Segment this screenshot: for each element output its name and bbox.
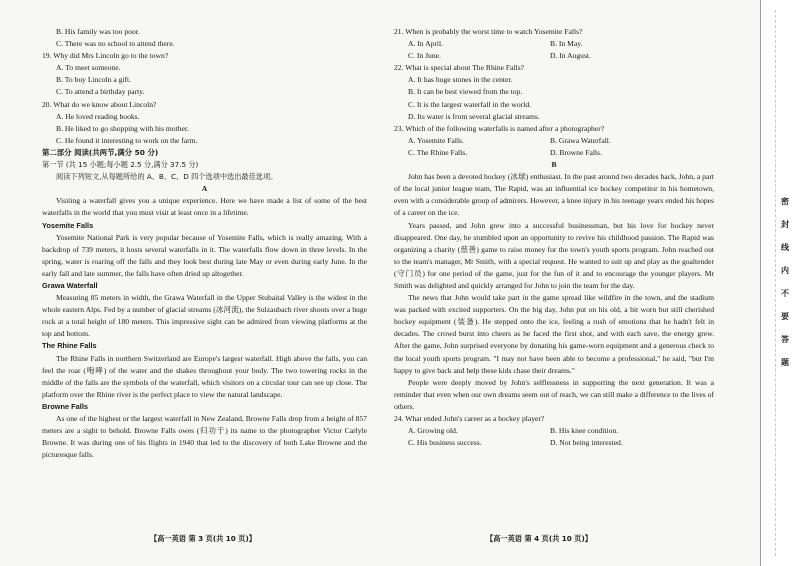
q20-option-c: C. He found it interesting to work on the farm. [56,135,198,145]
yosemite-paragraph: Yosemite National Park is very popular because of Yosemite Falls, which is really amazing. With a backdrop of 739 meters, it hosts several waterfalls in it. The waterfalls flow down in three levels. In the spring, water is roaring off the falls and they look best during late May or even during early June. In the early fall and late summer, the falls have often dried up altogether. [42,232,367,278]
passage-a-intro: Visiting a waterfall gives you a unique experience. Here we have made a list of some of the best waterfalls in the world that you must visit at least once in a lifetime. [42,196,367,218]
question-19: 19. Why did Mrs Lincoln go to the town? [42,51,169,61]
question-21: 21. When is probably the worst time to watch Yosemite Falls? [394,27,583,36]
grawa-heading: Grawa Waterfall [42,280,98,290]
seal-char: 线 [781,243,789,252]
q21-option-a: A. In April. [408,39,444,49]
q22-option-b: B. It can be best viewed from the top. [408,87,523,97]
q18-option-c: C. There was no school to attend there. [56,39,175,49]
seal-char: 不 [781,289,789,298]
q21-option-d: D. In August. [550,51,591,61]
seal-char: 答 [781,335,789,344]
question-20: 20. What do we know about Lincoln? [42,99,157,109]
yosemite-heading: Yosemite Falls [42,220,94,230]
part-two-heading: 第二部分 阅读(共两节,满分 50 分) [42,147,159,157]
q23-option-a: A. Yosemite Falls. [408,135,464,145]
left-page-footer: 【高一英语 第 3 页(共 10 页)】 [150,534,256,543]
q21-options-row-1 [394,38,714,50]
q24-option-b: B. His knee condition. [550,426,619,436]
q23-options-row-1 [394,135,714,147]
question-24: 24. What ended John's career as a hockey player? [394,414,545,423]
q24-option-c: C. His business success. [408,438,482,448]
right-page [394,26,714,449]
seal-line [775,10,776,556]
q20-option-a: A. He loved reading books. [56,111,140,121]
q20-option-b: B. He liked to go shopping with his mother. [56,123,189,133]
q23-option-b: B. Grawa Waterfall. [550,135,611,145]
passage-a-label: A [201,184,208,194]
passage-b-label: B [551,160,557,170]
browne-heading: Browne Falls [42,401,88,411]
seal-char: 封 [781,220,789,229]
passage-b-paragraph-1: John has been a devoted hockey (冰球) enthusiast. In the past around two decades back, John, a part of the local junior league team, The Rapid, was an influential ice hockey competitor in his hometown, even with a considerable group of admirers. However, a knee injury in his teenage years ended his hopes of a career on the ice. [394,172,714,218]
seal-char: 密 [781,197,789,206]
reading-instruction: 阅读下列短文,从每题所给的 A、B、C、D 四个选项中选出最佳选项。 [56,172,278,182]
seal-line-notice [781,195,793,379]
q19-option-b: B. To buy Lincoln a gift. [56,75,132,85]
right-page-footer: 【高一英语 第 4 页(共 10 页)】 [486,534,592,543]
passage-b-paragraph-2: Years passed, and John grew into a successful businessman, but his love for hockey never disappeared. One day, he stumbled upon an opportunity to revive his childhood passion. The Rapid was organizing a charity (慈善) game to raise money for the town's youth sports program. John reached out to the team's manager, Mr Smith, with a special request. He wanted to suit up and play as the goaltender (守门员) for one period of the game, just for the fun of it and to encourage the younger players. Mr Smith was delighted and quickly arranged for John to join the team for the day. [394,220,714,290]
rhine-paragraph: The Rhine Falls in northern Switzerland are Europe's largest waterfall. High above the falls, you can feel the roar (咆哮) of the water and the shakes throughout your body. The two towering rocks in the middle of the falls are the symbols of the waterfall, which visitors on a circular tour can see up close. The platform over the Rhine river is the perfect place to view the natural landscape. [42,353,367,399]
q24-options-row-2 [394,437,714,449]
browne-paragraph: As one of the highest or the largest waterfall in New Zealand, Browne Falls drop from a height of 857 meters are a sight to behold. Browne Falls owes (归功于) its name to the photographer Victor Carlyle Browne. It was during one of his flights in 1940 that led to the discovery of both Lake Browne and the picturesque falls. [42,414,367,460]
q23-option-d: D. Browne Falls. [550,147,602,157]
q22-option-a: A. It has huge stones in the center. [408,75,513,85]
q24-options-row-1 [394,425,714,437]
section-one-heading: 第一节 (共 15 小题;每小题 2.5 分,满分 37.5 分) [42,160,199,170]
question-22: 22. What is special about The Rhine Falls? [394,63,525,73]
binding-margin [760,0,800,566]
q21-options-row-2 [394,50,714,62]
passage-b-paragraph-4: People were deeply moved by John's selflessness in supporting the next generation. It was a reminder that even when our own dreams seem out of reach, we can still make a difference to the lives of others. [394,377,714,411]
left-page [42,26,367,461]
rhine-heading: The Rhine Falls [42,341,97,351]
grawa-paragraph: Measuring 85 meters in width, the Grawa Waterfall in the Upper Stubaital Valley is the widest in the whole eastern Alps. Fed by a number of glacial streams (冰河流), the Sulzaubach river shoots over a huge rock at a total height of 180 meters. This impressive sight can be admired from viewing platforms at the top and bottom. [42,293,367,339]
q21-option-b: B. In May. [550,39,583,49]
seal-char: 题 [781,358,789,367]
q21-option-c: C. In June. [408,51,441,61]
q19-option-a: A. To meet someone. [56,63,121,73]
q19-option-c: C. To attend a birthday party. [56,87,145,97]
q22-option-c: C. It is the largest waterfall in the world. [408,99,532,109]
question-23: 23. Which of the following waterfalls is named after a photographer? [394,123,605,133]
q18-option-b: B. His family was too poor. [56,27,140,36]
q24-option-a: A. Growing old. [408,426,458,436]
q23-options-row-2 [394,147,714,159]
seal-char: 内 [781,266,789,275]
passage-b-paragraph-3: The news that John would take part in the game spread like wildfire in the town, and the stadium was packed with excited supporters. On the big day, John put on his old, a bit worn but still cherished hockey equipment (装备). He stepped onto the ice, feeling a rush of emotions that he hadn't felt in decades. The crowd burst into cheers as he faced the first shot, and with each save, the energy grew. After the game, John surprised everyone by donating his game-worn equipment and a generous check to the local youth sports program. "I may not have been able to become a professional," he said, "but I'm happy to give back and help these kids chase their dreams." [394,293,714,375]
seal-char: 要 [781,312,789,321]
q23-option-c: C. The Rhine Falls. [408,147,468,157]
q24-option-d: D. Not being interested. [550,438,623,448]
q22-option-d: D. Its water is from several glacial streams. [408,111,540,121]
